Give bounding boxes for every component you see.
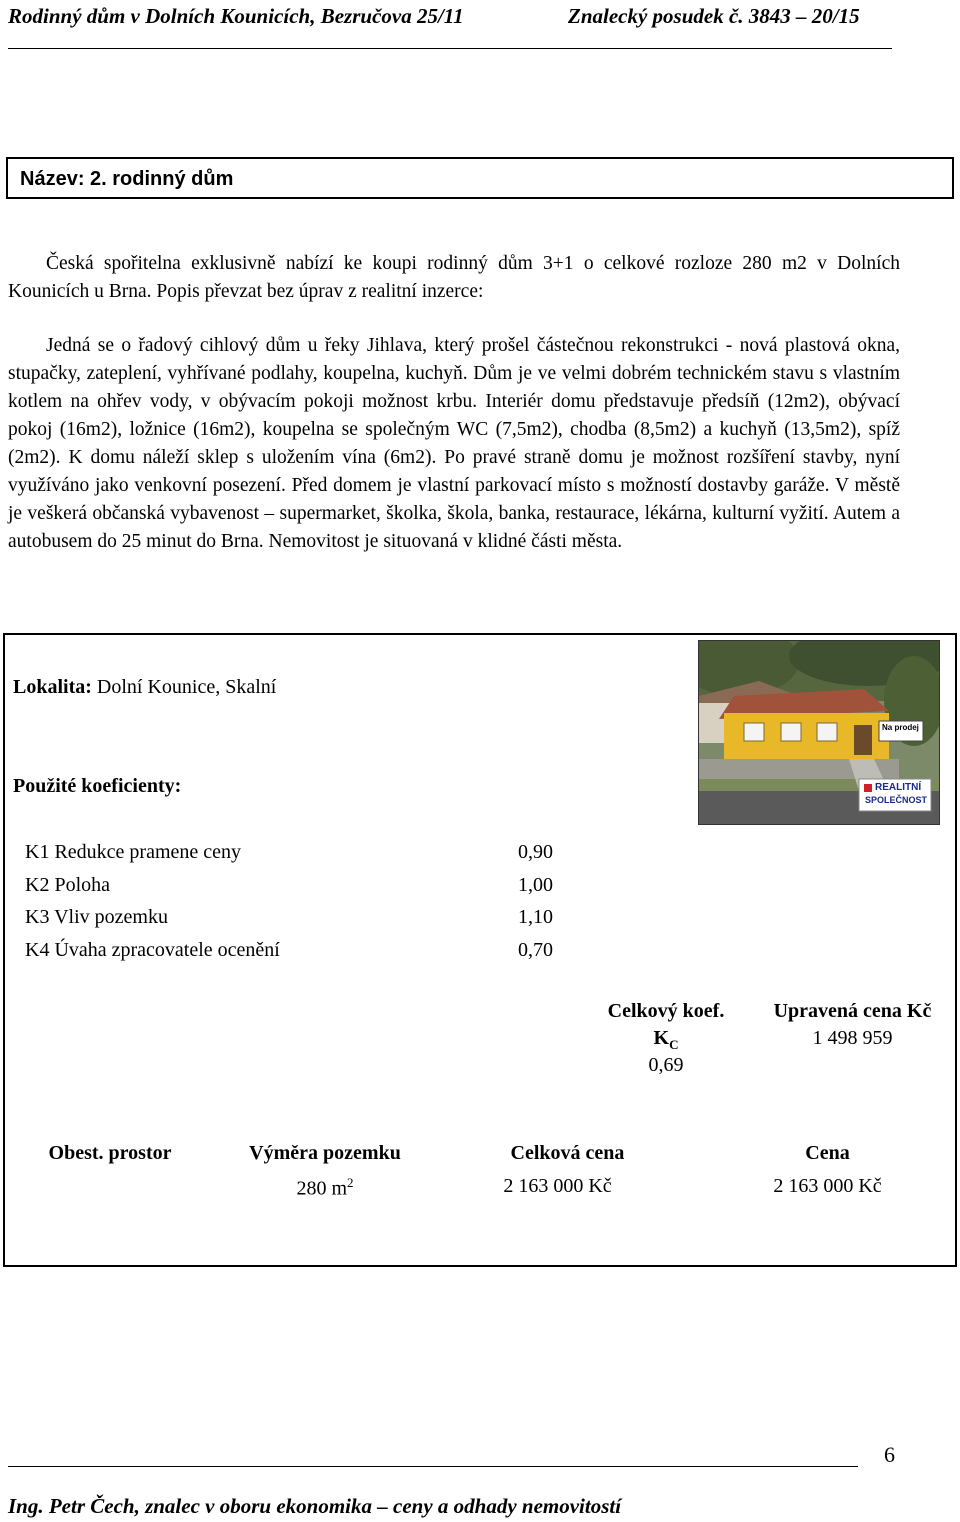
adjusted-price-label: Upravená cena Kč: [773, 1000, 932, 1022]
total-koef-label: Celkový koef.: [607, 1000, 725, 1022]
footer-author: Ing. Petr Čech, znalec v oboru ekonomika – ceny a odhady nemovitostí: [8, 1494, 622, 1518]
col-header-total-price: Celková cena: [510, 1142, 625, 1164]
coef-row-value: 1,00: [518, 874, 553, 896]
land-area-sup: 2: [347, 1175, 354, 1190]
kc-symbol-sub: C: [669, 1037, 679, 1052]
footer-rule: [8, 1466, 858, 1467]
locality-value: Dolní Kounice, Skalní: [96, 676, 277, 698]
locality-line: [13, 676, 276, 699]
box-bottom-accent-rule: [215, 1265, 695, 1267]
kc-symbol: [586, 1027, 746, 1053]
coef-row-value: 0,70: [518, 939, 553, 961]
total-price-value: 2 163 000 Kč: [503, 1175, 612, 1197]
photo-logo-line2: SPOLEČNOST: [865, 795, 928, 805]
page-number: 6: [884, 1442, 895, 1467]
col-header-price: Cena: [805, 1142, 850, 1164]
coef-row-name: K2 Poloha: [25, 874, 110, 896]
header-title: Rodinný dům v Dolních Kounicích, Bezručova 25/11: [8, 4, 464, 28]
header-report-number: Znalecký posudek č. 3843 – 20/15: [568, 4, 860, 28]
header-rule: [8, 48, 892, 49]
price-value: 2 163 000 Kč: [773, 1175, 882, 1197]
description-paragraph: Jedná se o řadový cihlový dům u řeky Jihlava, který prošel částečnou rekonstrukci - nová plastová okna, stupačky, zateplení, vyhřívané podlahy, koupelna, kuchyň. Dům je ve velmi dobrém technickém stavu s vlastním kotlem na ohřev vody, v obývacím pokoji možnost krbu. Interiér domu představuje předsíň (12m2), obývací pokoj (16m2), ložnice (16m2), koupelna se společným WC (7,5m2), chodba (8,5m2) a kuchyň (13,5m2), spíž (2m2). K domu náleží sklep s uložením vína (6m2). Po pravé straně domu je možnost rozšíření stavby, nyní využíváno jako venkovní posezení. Před domem je vlastní parkovací místo s možností dostavby garáže. V městě je veškerá občanská vybavenost – supermarket, školka, škola, banka, restaurace, lékárna, kulturní vyžití. Autem a autobusem do 25 minut do Brna. Nemovitost je situovaná v klidné části města.: [8, 335, 900, 552]
land-area-value: [225, 1175, 425, 1201]
title-box: [6, 157, 954, 199]
coef-row-name: K3 Vliv pozemku: [25, 906, 168, 928]
intro-paragraph: Česká spořitelna exklusivně nabízí ke koupi rodinný dům 3+1 o celkové rozloze 280 m2 v Dolních Kounicích u Brna. Popis převzat bez úprav z realitní inzerce:: [8, 253, 900, 302]
photo-sign-text: Na prodej: [882, 723, 919, 732]
page-title: Název: 2. rodinný dům: [20, 168, 234, 190]
col-header-built-space: Obest. prostor: [48, 1142, 172, 1164]
coef-row-name: K4 Úvaha zpracovatele ocenění: [25, 939, 280, 961]
adjusted-price-value: 1 498 959: [812, 1027, 893, 1049]
locality-label: Lokalita:: [13, 676, 92, 698]
coef-row-value: 1,10: [518, 906, 553, 928]
kc-symbol-letter: K: [653, 1027, 670, 1049]
property-photo: [698, 640, 940, 825]
land-area-number: 280 m: [296, 1177, 348, 1200]
photo-logo-line1: REALITNÍ: [875, 782, 922, 793]
coef-row-name: K1 Redukce pramene ceny: [25, 841, 242, 863]
coefficients-heading: Použité koeficienty:: [13, 775, 182, 797]
col-header-land-area: Výměra pozemku: [249, 1142, 401, 1164]
coef-row-value: 0,90: [518, 841, 553, 863]
total-koef-value: 0,69: [648, 1054, 684, 1076]
